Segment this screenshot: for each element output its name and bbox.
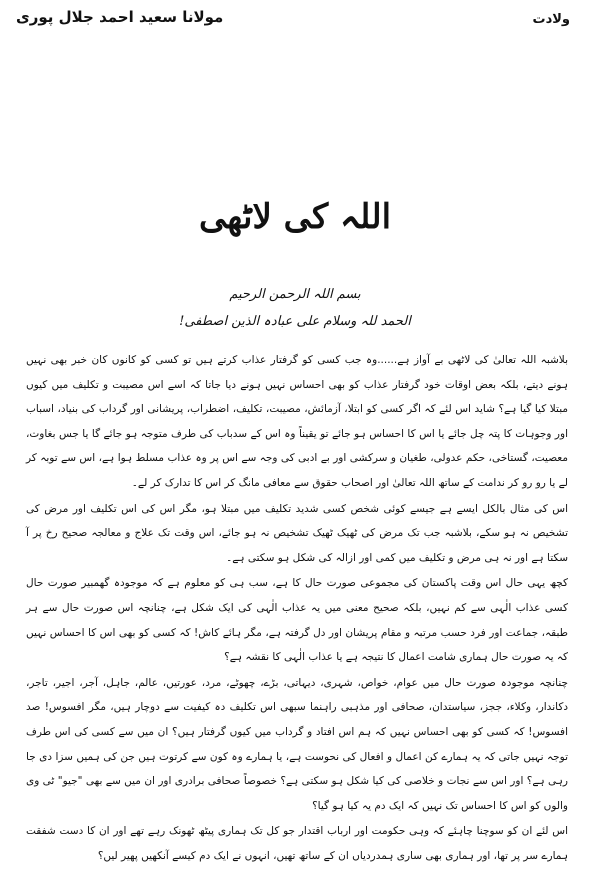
- section-header: ولادت: [532, 12, 570, 27]
- article-body: [26, 348, 568, 869]
- paragraph: اس لئے ان کو سوچنا چاہئے کہ وہی حکومت اور ارباب اقتدار جو کل تک ہماری پیٹھ ٹھونک رہے تھے اور ان کا دست شفقت ہمارے سر پر تھا، اور ہماری بھی ساری ہمدردیاں ان کے ساتھ تھیں، انہوں نے ایک دم کیسے آنکھیں پھیر لیں؟: [26, 825, 568, 862]
- paragraph: کچھ یہی حال اس وقت پاکستان کی مجموعی صورت حال کا ہے، سب ہی کو معلوم ہے کہ موجودہ گھمبیر صورت حال کسی عذاب الٰہی سے کم نہیں، بلکہ صحیح معنی میں یہ عذاب الٰہی کی ایک شکل ہے، چنانچہ اس صورت حال سے ہر طبقہ، جماعت اور فرد حسب مرتبہ و مقام پریشان اور دل گرفتہ ہے، مگر ہائے کاش! کہ کسی کو بھی اس کا احساس نہیں کہ یہ صورت حال ہماری شامت اعمال کا نتیجہ ہے یا عذاب الٰہی کا نقشہ ہے؟: [26, 577, 568, 664]
- bismillah-line: بسم اللہ الرحمن الرحیم: [229, 287, 361, 302]
- paragraph: اس کی مثال بالکل ایسے ہے جیسے کوئی شخص کسی شدید تکلیف میں مبتلا ہو، مگر اس کی اس تکلیف اور مرض کی تشخیص نہ ہو سکے، بلاشبہ جب تک مرض کی ٹھیک ٹھیک تشخیص نہ ہو جائے، اس وقت تک علاج و معالجہ صحیح رخ پر آ سکتا ہے اور نہ ہی مرض و تکلیف میں کمی اور ازالہ کی شکل ہو سکتی ہے۔: [26, 502, 568, 564]
- salutation-line: الحمد للہ وسلام علی عبادہ الذین اصطفی!: [179, 314, 411, 329]
- author-header: مولانا سعید احمد جلال پوری: [16, 8, 224, 26]
- paragraph: بلاشبہ اللہ تعالیٰ کی لاٹھی بے آواز ہے......وہ جب کسی کو گرفتار عذاب کرتے ہیں تو کسی کو کانوں کان خبر بھی نہیں ہونے دیتے، بلکہ بعض اوقات خود گرفتار عذاب کو بھی احساس نہیں ہونے دیا جاتا کہ اسے اس مصیبت و تکلیف میں کیوں مبتلا کیا گیا ہے؟ شاید اس لئے کہ اگر کسی کو ابتلا، آزمائش، مصیبت، تکلیف، اضطراب، پریشانی اور گرداب کی بنیاد، اسباب اور وجوہات کا پتہ چل جائے یا اس کا احساس ہو جائے تو یقیناً وہ اس کے سدباب کی طرف متوجہ ہو جائے گا یا جس بغاوت، معصیت، گستاخی، حکم عدولی، طغیان و سرکشی اور بے ادبی کی وجہ سے اس پر وہ عذاب مسلط ہوا ہے، اس سے توبہ کر لے یا رو رو کر ندامت کے ساتھ اللہ تعالیٰ اور اصحاب حقوق سے معافی مانگ کر اس کا تدارک کر لے۔: [26, 354, 568, 489]
- article-title: اللہ کی لاٹھی: [198, 197, 392, 237]
- paragraph: چنانچہ موجودہ صورت حال میں عوام، خواص، شہری، دیہاتی، بڑے، چھوٹے، مرد، عورتیں، عالم، جاہل، آجر، اجیر، تاجر، دکاندار، وکلاء، ججز، سیاستدان، صحافی اور مذہبی راہنما سبھی اس تکلیف دہ کیفیت سے دوچار ہیں، مگر افسوس! صد افسوس! کہ کسی کو بھی احساس نہیں کہ ہم اس افتاد و گرداب میں کیوں گرفتار ہیں؟ ان میں سے کسی کی اس طرف توجہ نہیں جاتی کہ یہ ہمارے کن اعمال و افعال کی نحوست ہے، یا ہمارے وہ کون سے کرتوت ہیں جن کی ہمیں سزا دی جا رہی ہے؟ اور اس سے نجات و خلاصی کی کیا شکل ہو سکتی ہے؟ خصوصاً صحافی برادری اور ان میں سے بھی "جیو" ٹی وی والوں کو اس کا احساس تک نہیں کہ ایک دم یہ کیا ہو گیا؟: [26, 676, 568, 812]
